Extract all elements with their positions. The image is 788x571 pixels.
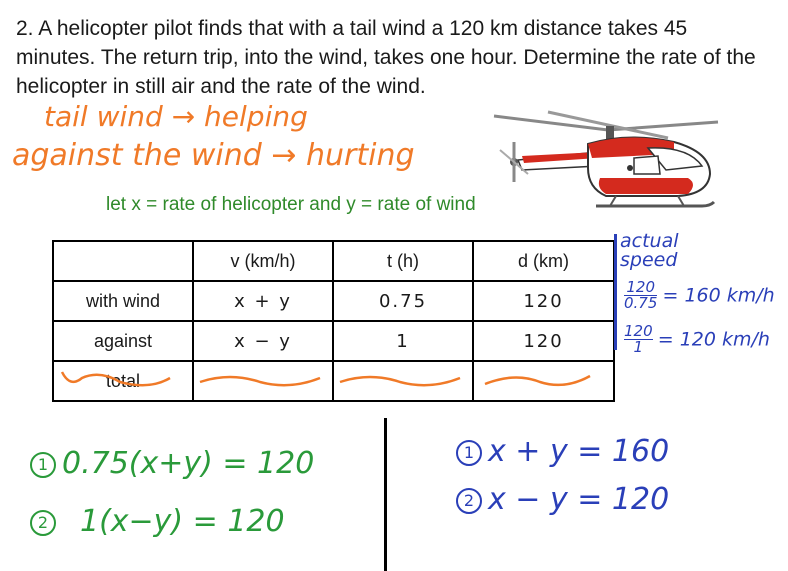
helicopter-illustration	[488, 108, 728, 218]
fraction-denominator: 1	[633, 338, 644, 356]
speed-result: = 120 km/h	[657, 328, 770, 351]
equation-text: x + y = 160	[488, 434, 670, 469]
equation-text: 1(x−y) = 120	[80, 504, 285, 539]
equation-1-left	[30, 446, 314, 481]
equation-marker: 1	[30, 452, 56, 478]
against-wind-note: against the wind → hurting	[12, 138, 415, 173]
vertical-divider	[384, 418, 387, 571]
distance-cell: 120	[473, 281, 614, 321]
actual-speed-heading: actual speed	[620, 230, 679, 271]
table-header-cell	[53, 241, 193, 281]
equation-text: 0.75(x+y) = 120	[62, 446, 315, 481]
row-label: with wind	[53, 281, 193, 321]
fraction-denominator: 0.75	[624, 294, 658, 312]
equation-marker: 2	[456, 488, 482, 514]
row-label: total	[53, 361, 193, 401]
equation-marker: 1	[456, 440, 482, 466]
total-row-scribble	[60, 364, 600, 394]
table-row	[53, 281, 614, 321]
fraction-numerator: 120	[624, 322, 653, 340]
time-cell: 1	[333, 321, 473, 361]
distance-cell: 120	[473, 321, 614, 361]
time-cell: 0.75	[333, 281, 473, 321]
equation-text: x − y = 120	[488, 482, 670, 517]
table-header-cell: d (km)	[473, 241, 614, 281]
problem-statement: 2. A helicopter pilot finds that with a tail wind a 120 km distance takes 45 minutes. The return trip, into the wind, takes one hour. Determine the rate of the helicopter in still air and the rate of the wind.	[16, 17, 756, 98]
equation-2-left	[30, 504, 285, 539]
let-statement: let x = rate of helicopter and y = rate of wind	[106, 194, 476, 215]
speed-result: = 160 km/h	[662, 284, 775, 307]
row-label: against	[53, 321, 193, 361]
table-header-cell: t (h)	[333, 241, 473, 281]
equation-marker: 2	[30, 510, 56, 536]
velocity-cell: x + y	[193, 281, 333, 321]
table-header-cell: v (km/h)	[193, 241, 333, 281]
fraction-numerator: 120	[624, 280, 657, 296]
velocity-cell: x − y	[193, 321, 333, 361]
equation-1-right	[456, 434, 669, 469]
equation-2-right	[456, 482, 669, 517]
table-header-row	[53, 241, 614, 281]
table-row	[53, 321, 614, 361]
tail-wind-note: tail wind → helping	[44, 100, 308, 133]
